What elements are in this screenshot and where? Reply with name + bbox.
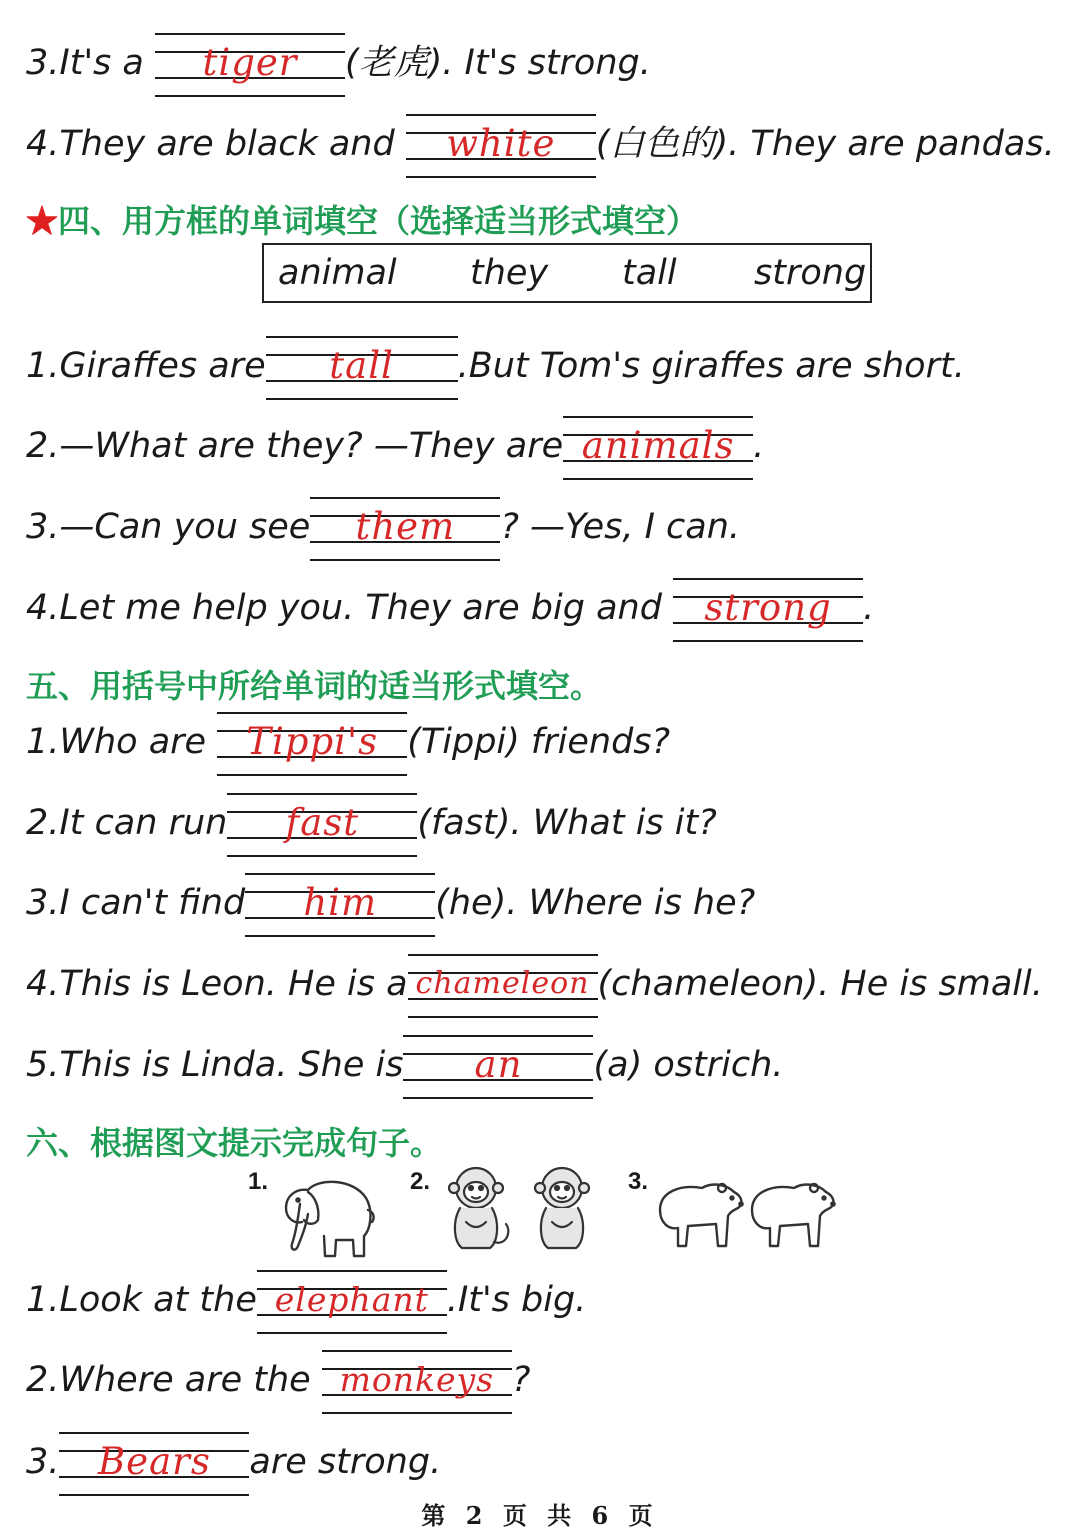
page-footer: 第 2 页 共 6 页 xyxy=(421,1501,659,1530)
sentence-start: 2.—What are they? —They are xyxy=(26,426,564,466)
s5-q1-line xyxy=(26,712,670,772)
sentence-end: ? xyxy=(511,1360,531,1400)
s4-q1-line xyxy=(26,336,965,396)
s4-q4-line xyxy=(26,578,874,638)
section5-title: 五、用括号中所给单词的适当形式填空。 xyxy=(26,667,603,705)
answer-blank[interactable] xyxy=(155,33,345,93)
sentence-end: ? —Yes, I can. xyxy=(500,507,741,547)
word-option: tall xyxy=(622,253,677,293)
section6-heading xyxy=(26,1118,442,1164)
word-option: animal xyxy=(278,253,397,293)
answer-text: white xyxy=(446,122,556,165)
s5-q4-line xyxy=(26,954,1043,1014)
answer-text: tall xyxy=(329,344,394,387)
sentence-end: (he). Where is he? xyxy=(435,883,756,923)
answer-blank[interactable] xyxy=(322,1350,512,1410)
sentence-end: are strong. xyxy=(249,1442,442,1482)
sentence-end: .But Tom's giraffes are short. xyxy=(457,346,965,386)
sentence-start: 3.—Can you see xyxy=(26,507,311,547)
picture-number: 2. xyxy=(410,1168,431,1195)
elephant-icon xyxy=(278,1170,378,1262)
sentence-start: 4.They are black and xyxy=(26,124,406,164)
section4-title: 四、用方框的单词填空（选择适当形式填空） xyxy=(58,202,699,240)
sentence-end: (fast). What is it? xyxy=(417,803,717,843)
sentence-start: 2.It can run xyxy=(26,803,228,843)
answer-blank[interactable] xyxy=(227,793,417,853)
answer-text: Bears xyxy=(97,1440,211,1483)
answer-blank[interactable] xyxy=(406,114,596,174)
s5-q5-line xyxy=(26,1035,783,1095)
answer-blank[interactable] xyxy=(563,416,753,476)
sentence-end: .It's big. xyxy=(446,1280,587,1320)
answer-blank[interactable] xyxy=(266,336,458,396)
answer-blank[interactable] xyxy=(217,712,407,772)
sentence-start: 4.Let me help you. They are big and xyxy=(26,588,674,628)
q4-white-line xyxy=(26,114,1055,174)
answer-text: elephant xyxy=(274,1280,429,1319)
answer-blank[interactable] xyxy=(257,1270,447,1330)
answer-blank[interactable] xyxy=(408,954,598,1014)
word-option: they xyxy=(470,253,549,293)
picture-number: 3. xyxy=(628,1168,649,1195)
answer-blank[interactable] xyxy=(59,1432,249,1492)
s6-q1-line xyxy=(26,1270,586,1330)
sentence-end: (老虎). It's strong. xyxy=(345,43,651,83)
sentence-start: 2.Where are the xyxy=(26,1360,322,1400)
answer-blank[interactable] xyxy=(673,578,863,638)
section5-heading xyxy=(26,661,602,707)
sentence-start: 3.It's a xyxy=(26,43,155,83)
sentence-start: 3. xyxy=(26,1442,60,1482)
answer-text: an xyxy=(474,1043,523,1086)
answer-text: animals xyxy=(581,424,735,467)
picture-number: 1. xyxy=(248,1168,269,1195)
answer-blank[interactable] xyxy=(245,873,435,933)
answer-text: strong xyxy=(704,586,832,629)
section6-title: 六、根据图文提示完成句子。 xyxy=(26,1124,443,1162)
answer-text: him xyxy=(303,881,378,924)
sentence-end: . xyxy=(863,588,875,628)
sentence-end: (白色的). They are pandas. xyxy=(595,124,1055,164)
sentence-end: (Tippi) friends? xyxy=(407,722,671,762)
sentence-start: 5.This is Linda. She is xyxy=(26,1045,404,1085)
sentence-start: 3.I can't find xyxy=(26,883,246,923)
sentence-start: 1.Look at the xyxy=(26,1280,257,1320)
s6-q2-line xyxy=(26,1350,530,1410)
s4-q3-line xyxy=(26,497,740,557)
sentence-start: 1.Who are xyxy=(26,722,218,762)
s6-q3-line xyxy=(26,1432,441,1492)
answer-text: monkeys xyxy=(339,1360,495,1399)
bear-icon xyxy=(650,1170,840,1252)
answer-text: them xyxy=(355,505,456,548)
sentence-end: . xyxy=(753,426,765,466)
star-icon: ★ xyxy=(26,202,59,240)
answer-text: tiger xyxy=(202,41,298,84)
word-box xyxy=(262,243,872,303)
answer-text: fast xyxy=(285,801,360,844)
sentence-end: (a) ostrich. xyxy=(593,1045,784,1085)
s4-q2-line xyxy=(26,416,764,476)
s5-q2-line xyxy=(26,793,717,853)
q3-tiger-line xyxy=(26,33,651,93)
monkey-icon xyxy=(436,1162,596,1254)
sentence-start: 1.Giraffes are xyxy=(26,346,266,386)
sentence-start: 4.This is Leon. He is a xyxy=(26,964,408,1004)
answer-blank[interactable] xyxy=(403,1035,593,1095)
answer-text: Tippi's xyxy=(246,720,379,763)
sentence-end: (chameleon). He is small. xyxy=(597,964,1043,1004)
answer-text: chameleon xyxy=(415,966,590,1001)
section4-heading xyxy=(26,196,698,242)
answer-blank[interactable] xyxy=(310,497,500,557)
word-option: strong xyxy=(754,253,867,293)
s5-q3-line xyxy=(26,873,755,933)
